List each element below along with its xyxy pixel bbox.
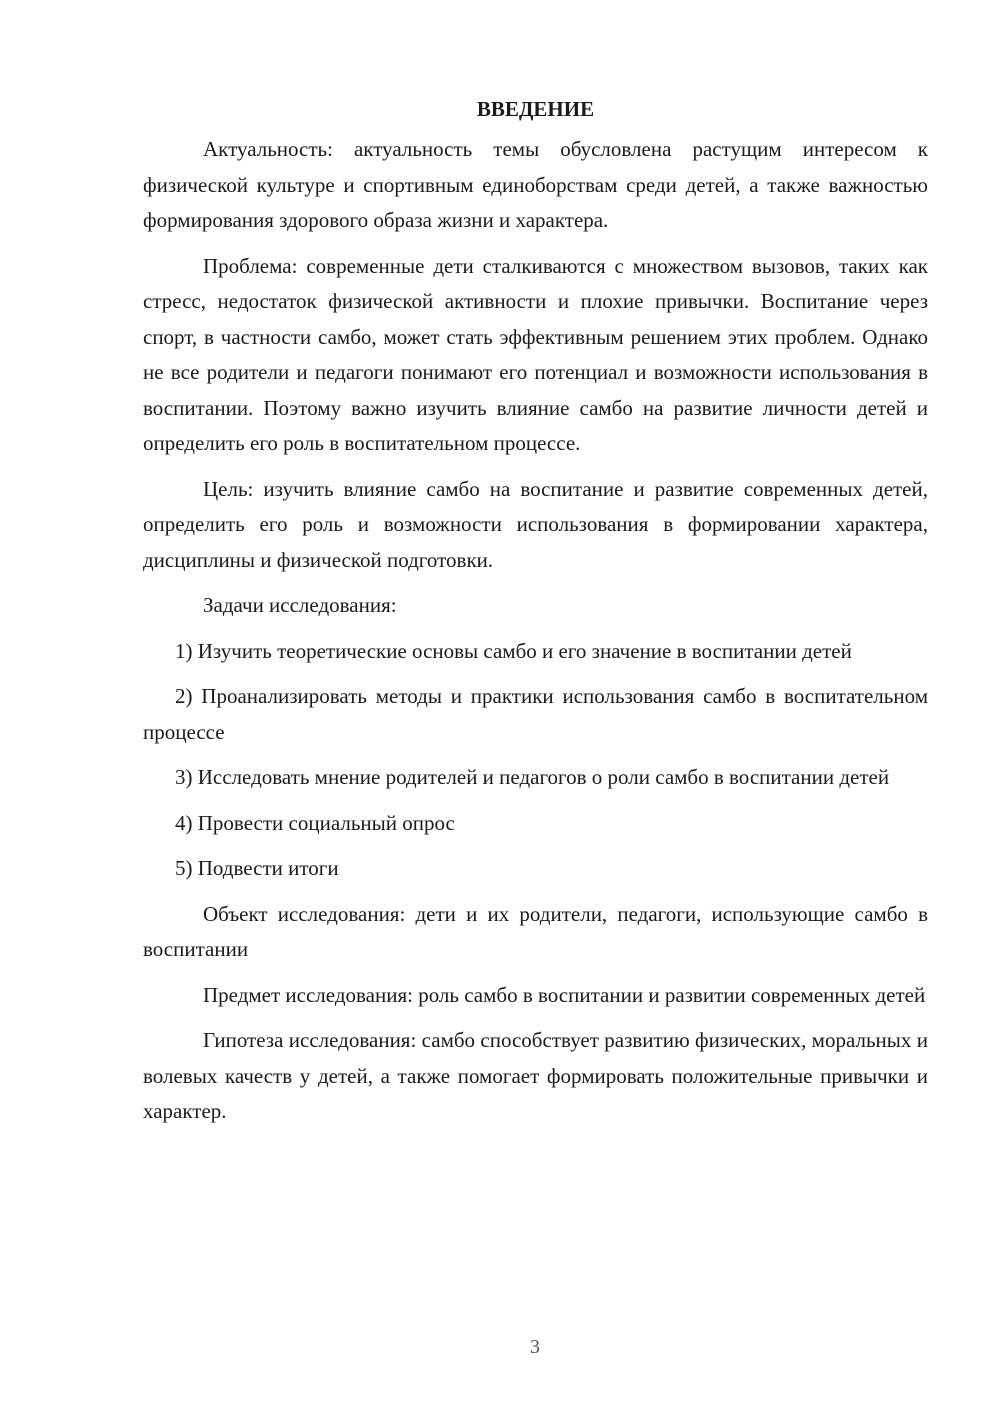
list-item: 5) Подвести итоги (175, 856, 339, 880)
paragraph-relevance: Актуальность: актуальность темы обусловлена растущим интересом к физической культуре и спортивным единоборствам среди детей, а также важностью формирования здорового образа жизни и характера. (143, 137, 928, 232)
paragraph-hypothesis: Гипотеза исследования: самбо способствует развитию физических, моральных и волевых качеств у детей, а также помогает формировать положительные привычки и характер. (143, 1028, 928, 1123)
list-item: 4) Провести социальный опрос (175, 810, 455, 835)
paragraph-problem: Проблема: современные дети сталкиваются с множеством вызовов, таких как стресс, недостаток физической активности и плохие привычки. Воспитание через спорт, в частности самбо, может стать эффективным решением этих проблем. Однако не все родители и педагоги понимают его потенциал и возможности использования в воспитании. Поэтому важно изучить влияние самбо на развитие личности детей и определить его роль в воспитательном процессе. (143, 253, 928, 455)
document-title: ВВЕДЕНИЕ (476, 97, 595, 121)
paragraph-subject: Предмет исследования: роль самбо в воспитании и развитии современных детей (203, 982, 926, 1007)
tasks-list (143, 634, 928, 887)
list-item: 2) Проанализировать методы и практики использования самбо в воспитательном процессе (143, 684, 928, 744)
list-item: 3) Исследовать мнение родителей и педагогов о роли самбо в воспитании детей (175, 765, 890, 789)
paragraph-goal: Цель: изучить влияние самбо на воспитание и развитие современных детей, определить его роль и возможности использования в формировании характера, дисциплины и физической подготовки. (143, 476, 928, 572)
paragraph-object: Объект исследования: дети и их родители, педагоги, использующие самбо в воспитании (143, 901, 928, 961)
page-number: 3 (530, 1336, 540, 1358)
list-item: 1) Изучить теоретические основы самбо и его значение в воспитании детей (175, 638, 852, 663)
document-page (143, 92, 928, 1140)
tasks-heading: Задачи исследования: (203, 593, 397, 617)
